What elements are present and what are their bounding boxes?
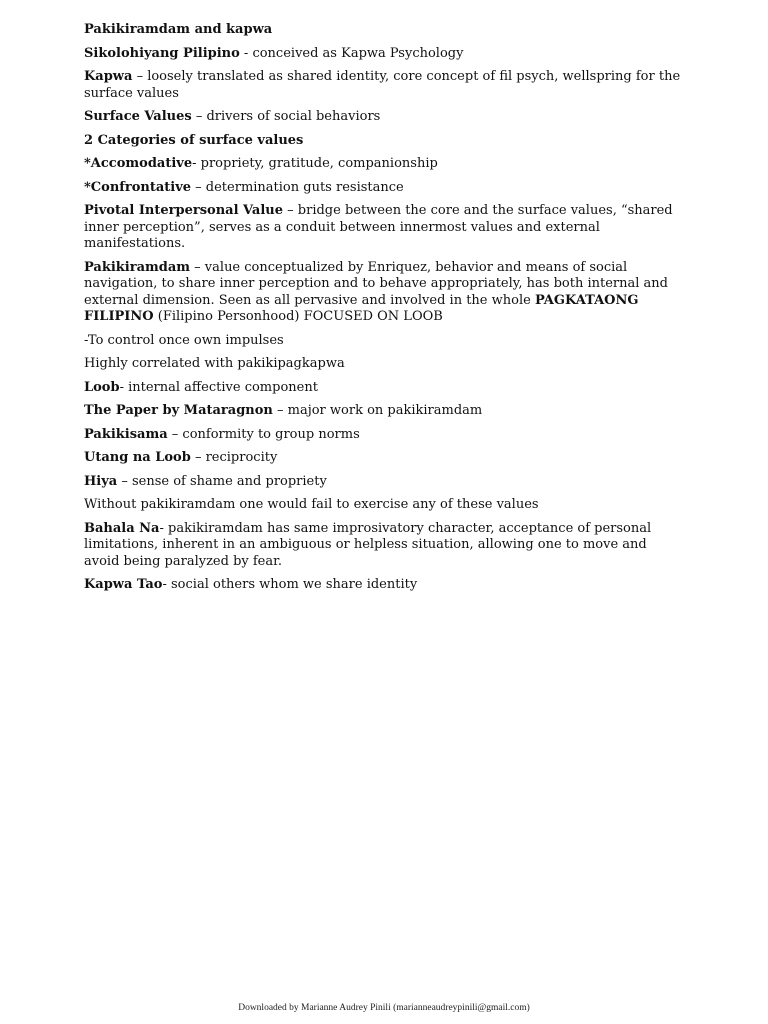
definition: – conformity to group norms: [167, 426, 360, 442]
paragraph-utang-na-loob: [84, 450, 684, 467]
term: Hiya: [84, 473, 118, 489]
term: Sikolohiyang Pilipino: [84, 45, 240, 61]
term: Pakikisama: [84, 426, 168, 442]
term: Pakikiramdam and kapwa: [84, 22, 273, 37]
definition: Without pakikiramdam one would fail to exercise any of these values: [84, 497, 539, 512]
definition: - conceived as Kapwa Psychology: [239, 45, 464, 61]
term: Pakikiramdam: [84, 259, 191, 275]
paragraph-highly-correlated: [84, 356, 684, 373]
paragraph-categories: [84, 133, 684, 150]
definition: – loosely translated as shared identity, core concept of fil psych, wellspring for the surface values: [84, 69, 681, 101]
paragraph-bahala-na: [84, 521, 684, 571]
definition-continued: (Filipino Personhood) FOCUSED ON LOOB: [153, 309, 443, 324]
paragraph-kapwa: [84, 69, 684, 102]
definition: – bridge between the core and the surface values, “shared inner perception”, serves as a conduit between innermost values and external manifestations.: [84, 203, 673, 251]
definition: – drivers of social behaviors: [191, 109, 381, 124]
definition: -To control once own impulses: [84, 332, 284, 348]
paragraph-control-impulses: [84, 333, 684, 350]
definition: – reciprocity: [190, 450, 278, 465]
definition: Highly correlated with pakikipagkapwa: [84, 356, 345, 371]
definition: – major work on pakikiramdam: [272, 403, 483, 418]
paragraph-kapwa-tao: [84, 577, 684, 594]
definition: - propriety, gratitude, companionship: [192, 156, 438, 171]
paragraph-hiya: [84, 474, 684, 491]
term: Kapwa: [84, 69, 133, 84]
paragraph-loob: [84, 380, 684, 397]
term: 2 Categories of surface values: [84, 132, 304, 148]
document-body: [84, 22, 684, 601]
definition: - internal affective component: [119, 379, 318, 395]
term: *Confrontative: [84, 179, 192, 195]
paragraph-sikolohiyang-pilipino: [84, 46, 684, 63]
paragraph-accomodative: [84, 156, 684, 173]
paragraph-without-pakikiramdam: [84, 497, 684, 514]
term: Bahala Na: [84, 520, 160, 536]
paragraph-title: [84, 22, 684, 39]
term: Loob: [84, 379, 120, 395]
paragraph-pivotal-interpersonal-value: [84, 203, 684, 253]
term: Surface Values: [84, 109, 192, 124]
definition: - pakikiramdam has same improsivatory character, acceptance of personal limitations, inherent in an ambiguous or helpless situation, allowing one to move and avoid being paralyzed by fear.: [84, 520, 652, 569]
term: The Paper by Mataragnon: [84, 403, 273, 418]
term: Pivotal Interpersonal Value: [84, 203, 284, 218]
download-footer: Downloaded by Marianne Audrey Pinili (marianneaudreypinili@gmail.com): [238, 1003, 530, 1013]
definition: – determination guts resistance: [191, 179, 404, 195]
definition: - social others whom we share identity: [162, 577, 418, 592]
paragraph-pakikiramdam: [84, 260, 684, 326]
term: Utang na Loob: [84, 450, 191, 465]
paragraph-mataragnon: [84, 403, 684, 420]
definition: – sense of shame and propriety: [117, 473, 327, 489]
paragraph-pakikisama: [84, 427, 684, 444]
paragraph-surface-values: [84, 109, 684, 126]
term: Kapwa Tao: [84, 577, 163, 592]
definition: – value conceptualized by Enriquez, behavior and means of social navigation, to share inner perception and to behave appropriately, has both internal and external dimension. Seen as all pervasive and involved in the whole: [84, 259, 668, 308]
term-emphasis: PAGKATAONG FILIPINO: [84, 292, 639, 324]
term: *Accomodative: [84, 156, 193, 171]
paragraph-confrontative: [84, 180, 684, 197]
